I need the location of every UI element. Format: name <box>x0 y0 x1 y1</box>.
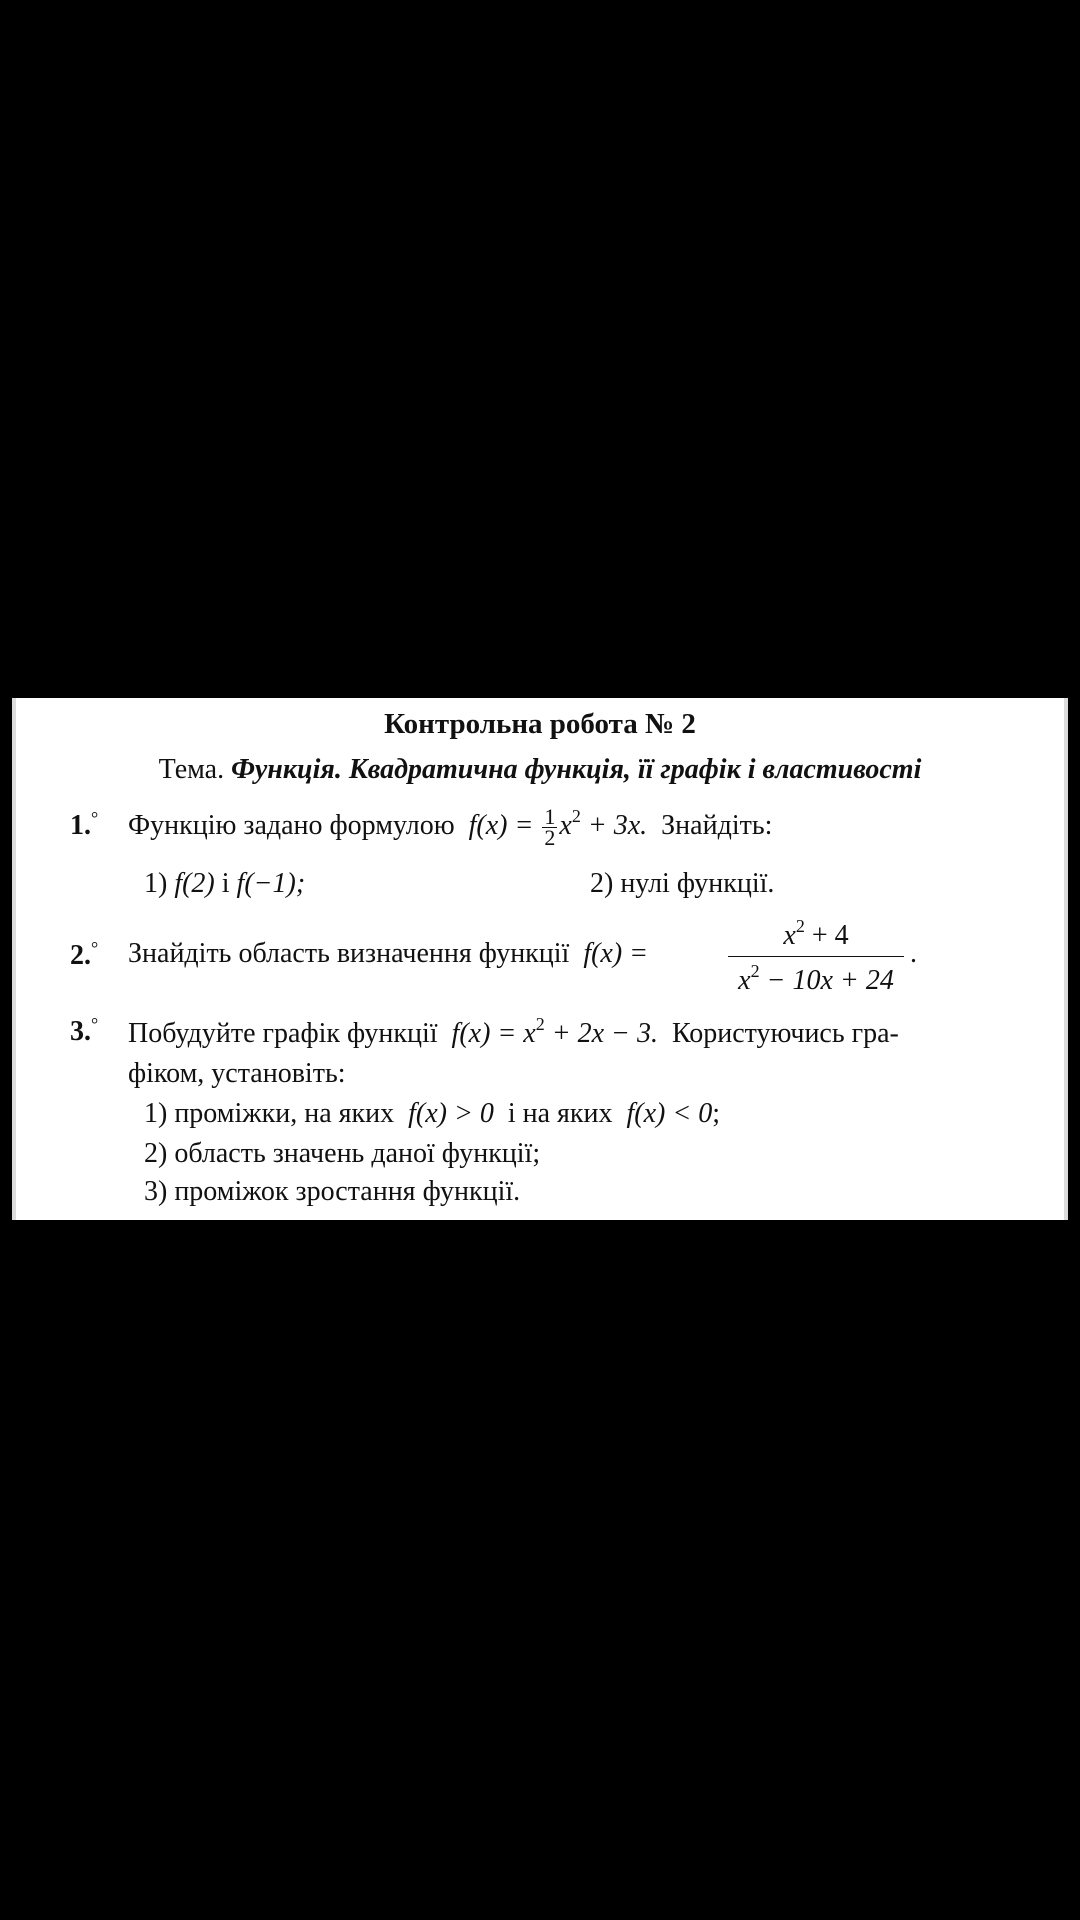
problem-2-denominator <box>728 956 904 997</box>
problem-1-sub1-expr2: f(−1); <box>236 868 306 899</box>
problem-3-item1 <box>144 1098 720 1130</box>
problem-3-item2: 2) область значень даної функції; <box>144 1138 541 1169</box>
topic-prefix: Тема. <box>158 754 225 785</box>
problem-3-statement <box>128 1014 899 1050</box>
problem-1-sub1-expr: f(2) <box>174 868 215 899</box>
problem-1-tail: Знайдіть: <box>661 810 773 841</box>
problem-2-fraction <box>728 916 904 997</box>
problem-2-num-rest: + 4 <box>811 920 849 951</box>
problem-2-text: Знайдіть область визначення функції <box>128 938 570 969</box>
problem-1-formula-lhs: f(x) = <box>468 810 534 841</box>
document-page <box>12 698 1068 1220</box>
problem-1-formula-x: x <box>559 810 572 841</box>
problem-1-number-text: 1. <box>70 810 91 841</box>
problem-1-statement <box>128 804 773 851</box>
problem-1-number <box>70 808 98 842</box>
problem-2-den-x: x <box>738 965 751 996</box>
problem-2-statement <box>128 938 648 970</box>
problem-3-item1-text-b: і на яких <box>507 1098 613 1129</box>
problem-1-formula-rest: + 3x. <box>587 810 648 841</box>
problem-1-text: Функцію задано формулою <box>128 810 455 841</box>
page-title: Контрольна робота № 2 <box>384 708 696 740</box>
topic-line <box>16 754 1064 786</box>
problem-2-num-power: 2 <box>795 916 805 936</box>
problem-2-marker: ° <box>91 938 99 958</box>
problem-1-sub1-and: і <box>221 868 230 899</box>
problem-2-den-rest: − 10x + 24 <box>766 965 894 996</box>
topic-text: Функція. Квадратична функція, її графік і властивості <box>231 754 922 785</box>
problem-2-den-power: 2 <box>750 961 760 981</box>
problem-1-sub1 <box>144 868 305 900</box>
problem-3-item3: 3) проміжок зростання функції. <box>144 1176 521 1207</box>
problem-3-text: Побудуйте графік функції <box>128 1018 438 1049</box>
problem-3-tail: Користуючись гра- <box>671 1018 899 1049</box>
problem-1-frac-den: 2 <box>544 825 556 851</box>
problem-3-marker: ° <box>91 1014 99 1034</box>
problem-3-number <box>70 1014 98 1048</box>
problem-3-formula-b: + 2x − 3. <box>551 1018 658 1049</box>
problem-1-sub2: 2) нулі функції. <box>590 868 775 899</box>
problem-3-item1-expr1: f(x) > 0 <box>408 1098 494 1129</box>
problem-2-end: . <box>910 938 917 969</box>
problem-3-power: 2 <box>535 1014 545 1034</box>
problem-2-num-x: x <box>783 920 796 951</box>
problem-3-item1-expr2: f(x) < 0 <box>626 1098 713 1129</box>
problem-2-number <box>70 938 98 972</box>
problem-3-formula-a: f(x) = x <box>451 1018 536 1049</box>
problem-2-numerator <box>728 916 904 956</box>
problem-1-sub1-label: 1) <box>144 868 168 899</box>
problem-3-number-text: 3. <box>70 1016 91 1047</box>
problem-1-power: 2 <box>571 806 581 826</box>
problem-2-number-text: 2. <box>70 940 91 971</box>
problem-3-item1-text-a: 1) проміжки, на яких <box>144 1098 395 1129</box>
problem-2-formula-lhs: f(x) = <box>583 938 649 969</box>
problem-3-line2: фіком, установіть: <box>128 1058 346 1089</box>
problem-1-frac-num: 1 <box>544 804 556 830</box>
problem-1-fraction <box>542 804 557 851</box>
problem-3-item1-end: ; <box>712 1098 721 1129</box>
problem-1-marker: ° <box>91 808 99 828</box>
